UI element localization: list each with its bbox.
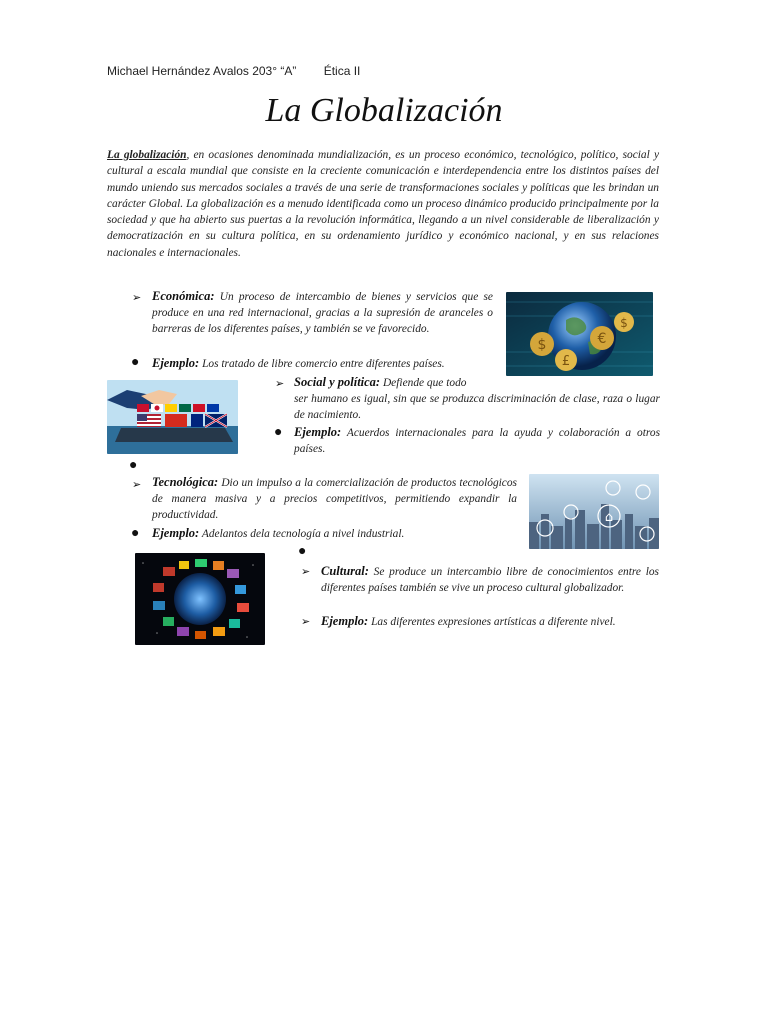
economica-example-label: Ejemplo:: [152, 356, 200, 370]
intro-lead: La globalización: [107, 149, 187, 161]
tecnologica-example-label: Ejemplo:: [152, 526, 200, 540]
example-economica: [152, 355, 493, 372]
section-cultural: [321, 563, 659, 596]
intro-paragraph: [107, 147, 659, 261]
example-cultural: [321, 613, 659, 630]
author-line: Michael Hernández Avalos 203° “A”: [107, 64, 297, 78]
svg-text:€: €: [597, 331, 607, 347]
world-devices-image: [135, 553, 265, 645]
social-text-rest: ser humano es igual, sin que se produzca discriminación de clase, raza o lugar de nacimiento.: [294, 393, 660, 422]
section-social: [294, 374, 660, 424]
svg-text:£: £: [561, 354, 571, 369]
svg-text:⌂: ⌂: [604, 510, 614, 525]
economica-text: Un proceso de intercambio de bienes y servicios que se produce en una red internacional, gracias a la supresión de aranceles o barreras de los diferentes países, y también se ve favorecido.: [152, 291, 493, 336]
cultural-text: Se produce un intercambio libre de conocimientos entre los diferentes países también se vive un proceso cultural globalizador.: [321, 566, 659, 595]
arrow-bullet-icon: ➢: [275, 378, 285, 390]
social-label: Social y política:: [294, 375, 381, 389]
tecnologica-label: Tecnológica:: [152, 475, 219, 489]
arrow-bullet-icon: ➢: [132, 292, 142, 304]
social-text-line1: Defiende que todo: [380, 377, 467, 389]
social-example-label: Ejemplo:: [294, 425, 342, 439]
handshake-flags-image: [107, 380, 238, 454]
section-tecnologica: [152, 474, 517, 524]
page-title: La Globalización: [265, 92, 503, 129]
svg-text:$: $: [537, 337, 547, 353]
bullet-dot-icon: ●: [129, 458, 138, 473]
example-tecnologica: [152, 525, 517, 542]
course-name: Ética II: [323, 64, 361, 78]
economica-label: Económica:: [152, 289, 215, 303]
economica-example-text: Los tratado de libre comercio entre diferentes países.: [199, 358, 445, 370]
bullet-dot-icon: ●: [131, 355, 140, 370]
cultural-example-label: Ejemplo:: [321, 614, 369, 628]
bullet-dot-icon: ●: [298, 544, 307, 559]
bullet-dot-icon: ●: [131, 526, 140, 541]
arrow-bullet-icon: ➢: [132, 479, 142, 491]
example-social: [294, 424, 660, 457]
svg-text:$: $: [620, 316, 628, 330]
cultural-label: Cultural:: [321, 564, 369, 578]
intro-text: , en ocasiones denominada mundialización, es un proceso económico, tecnológico, político, social y cultural a escala mundial que consiste en la creciente comunicación e interdependencia entre los distintos países del mundo uniendo sus mercados sociales a través de una serie de transformaciones sociales y políticas que les brindan un carácter Global. La globalización es a menudo identificada como un proceso dinámico producido principalmente por la sociedad y que ha abierto sus puertas a la revolución informática, llegando a un nivel considerable de liberalización y democratización en su cultura política, en su ordenamiento jurídico y económico nacional, y en sus relaciones nacionales e internacionales.: [107, 149, 660, 259]
tecnologica-example-text: Adelantos dela tecnología a nivel industrial.: [199, 528, 405, 540]
section-economica: [152, 288, 493, 338]
arrow-bullet-icon: ➢: [301, 616, 311, 628]
document-header: [107, 64, 360, 78]
social-example-text: Acuerdos internacionales para la ayuda y colaboración a otros países.: [294, 427, 660, 456]
arrow-bullet-icon: ➢: [301, 566, 311, 578]
tecnologica-text: Dio un impulso a la comercialización de productos tecnológicos de manera masiva y a precios competitivos, permitiendo expandir la productividad.: [152, 477, 517, 522]
bullet-dot-icon: ●: [274, 425, 283, 440]
technology-city-image: [529, 474, 659, 549]
currency-globe-image: [506, 292, 653, 376]
cultural-example-text: Las diferentes expresiones artísticas a diferente nivel.: [368, 616, 616, 628]
